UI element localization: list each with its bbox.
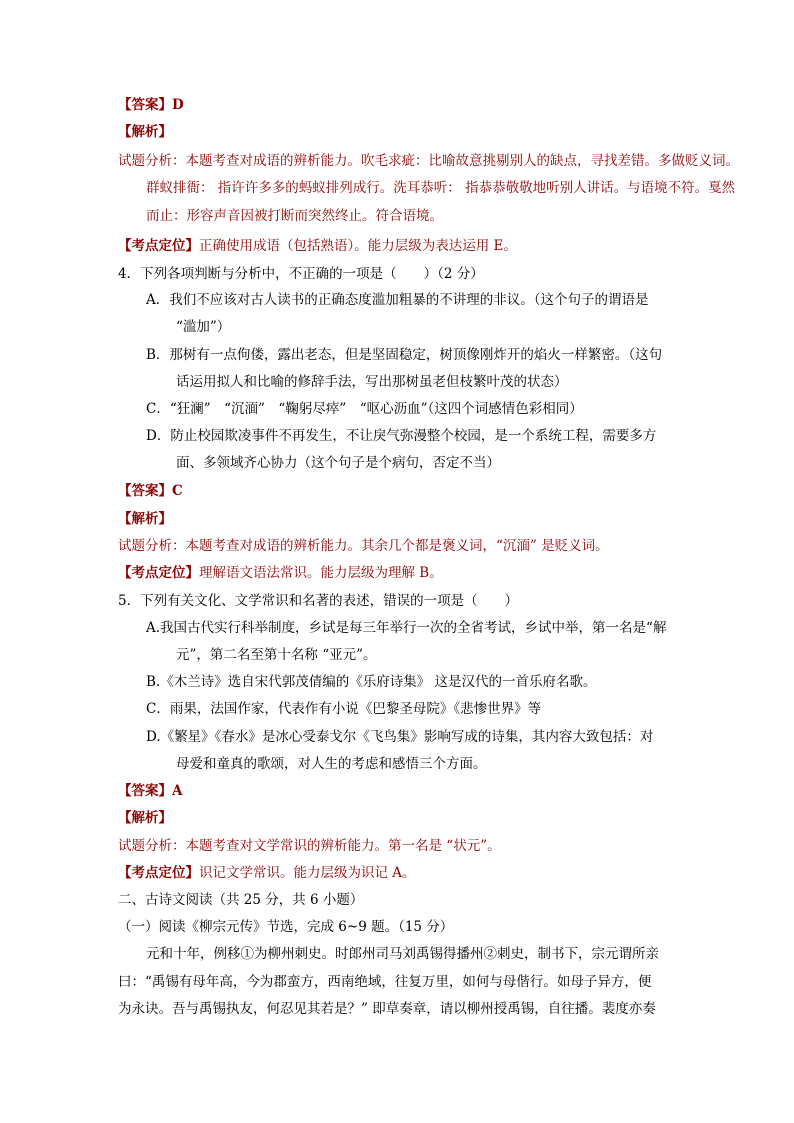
q3-analysis-line-2: 群蚁排衙： 指许许多多的蚂蚁排列成行。洗耳恭听： 指恭恭敬敬地听别人讲话。与语境不符。戛然: [146, 180, 736, 196]
passage-line-1: 元和十年，例移①为柳州刺史。时郎州司马刘禹锡得播州②刺史，制书下，宗元谓所亲: [146, 946, 659, 962]
section2-sub-heading: （一）阅读《柳宗元传》节选，完成 6~9 题。（15 分）: [118, 919, 454, 935]
passage-line-3: 为永诀。吾与禹锡执友，何忍见其若是？” 即草奏章，请以柳州授禹锡，自往播。裴度亦奏: [118, 1001, 656, 1017]
q5-option-a-line-1: A.我国古代实行科举制度，乡试是每三年举行一次的全省考试，乡试中举，第一名是“解: [146, 620, 667, 636]
q3-analysis-line-1: 试题分析：本题考查对成语的辨析能力。吹毛求疵：比喻故意挑剔别人的缺点，寻找差错。多做贬义词。: [118, 153, 739, 169]
q4-answer-tag: 【答案】: [118, 483, 172, 499]
q3-point-tag: 【考点定位】: [118, 238, 199, 254]
q5-point-text: 识记文学常识。能力层级为识记 A。: [199, 865, 416, 881]
q5-option-b-line-1: B.《木兰诗》选自宋代郭茂倩编的《乐府诗集》 这是汉代的一首乐府名歌。: [146, 674, 597, 690]
q5-point-line: [118, 863, 416, 883]
q5-answer-tag: 【答案】: [118, 783, 172, 799]
q3-answer-tag: 【答案】: [118, 97, 172, 113]
q5-option-d-line-1: D.《繁星》《春水》是冰心受泰戈尔《飞鸟集》影响写成的诗集，其内容大致包括：对: [146, 729, 654, 745]
passage-line-2: 曰：“禹锡有母年高，今为郡蛮方，西南绝域，往复万里，如何与母偕行。如母子异方，便: [118, 974, 652, 990]
q4-point-text: 理解语文语法常识。能力层级为理解 B。: [199, 565, 443, 581]
q3-answer-value: D: [172, 97, 184, 113]
q3-analysis-tag: 【解析】: [118, 124, 172, 140]
q4-option-d-line-2: 面、多领域齐心协力（这个句子是个病句，否定不当）: [176, 455, 500, 471]
q4-option-c-line-1: C．“狂澜” “沉湎” “鞠躬尽瘁” “呕心沥血”（这四个词感情色彩相同）: [146, 401, 583, 417]
q4-option-b-line-1: B．那树有一点佝偻，露出老态，但是坚固稳定，树顶像刚炸开的焰火一样繁密。（这句: [146, 347, 663, 363]
q3-point-text: 正确使用成语（包括熟语）。能力层级为表达运用 E。: [199, 238, 517, 254]
q5-analysis-text: 试题分析：本题考查对文学常识的辨析能力。第一名是 “状元”。: [118, 838, 501, 854]
q3-answer-line: [118, 95, 184, 115]
q5-option-a-line-2: 元”，第二名至第十名称 “亚元”。: [176, 647, 377, 663]
q4-option-a-line-2: “滥加”）: [176, 319, 231, 335]
q4-analysis-tag: 【解析】: [118, 511, 172, 527]
q4-option-a-line-1: A．我们不应该对古人读书的正确态度滥加粗暴的不讲理的非议。（这个句子的谓语是: [146, 292, 649, 308]
section2-heading: 二、古诗文阅读（共 25 分，共 6 小题）: [118, 892, 364, 908]
q4-option-d-line-1: D．防止校园欺凌事件不再发生，不让戾气弥漫整个校园，是一个系统工程，需要多方: [146, 428, 657, 444]
q4-answer-line: [118, 481, 183, 501]
q4-point-tag: 【考点定位】: [118, 565, 199, 581]
q5-point-tag: 【考点定位】: [118, 865, 199, 881]
q4-point-line: [118, 563, 443, 583]
q5-answer-value: A: [172, 783, 183, 799]
q5-analysis-tag: 【解析】: [118, 810, 172, 826]
q5-option-c-line-1: C．雨果，法国作家，代表作有小说《巴黎圣母院》《悲惨世界》等: [146, 701, 542, 717]
q4-analysis-text: 试题分析：本题考查对成语的辨析能力。其余几个都是褒义词，“沉湎” 是贬义词。: [118, 538, 609, 554]
q4-stem: 4．下列各项判断与分析中，不正确的一项是（ ）（2 分）: [118, 266, 484, 282]
q5-option-d-line-2: 母爱和童真的歌颂，对人生的考虑和感悟三个方面。: [176, 756, 487, 772]
q5-stem: 5．下列有关文化、文学常识和名著的表述，错误的一项是（ ）: [118, 593, 519, 609]
q4-option-b-line-2: 话运用拟人和比喻的修辞手法，写出那树虽老但枝繁叶茂的状态）: [176, 374, 568, 390]
q3-analysis-line-3: 而止：形容声音因被打断而突然终止。符合语境。: [146, 208, 443, 224]
q3-point-line: [118, 236, 517, 256]
q5-answer-line: [118, 781, 182, 801]
q4-answer-value: C: [172, 483, 183, 499]
